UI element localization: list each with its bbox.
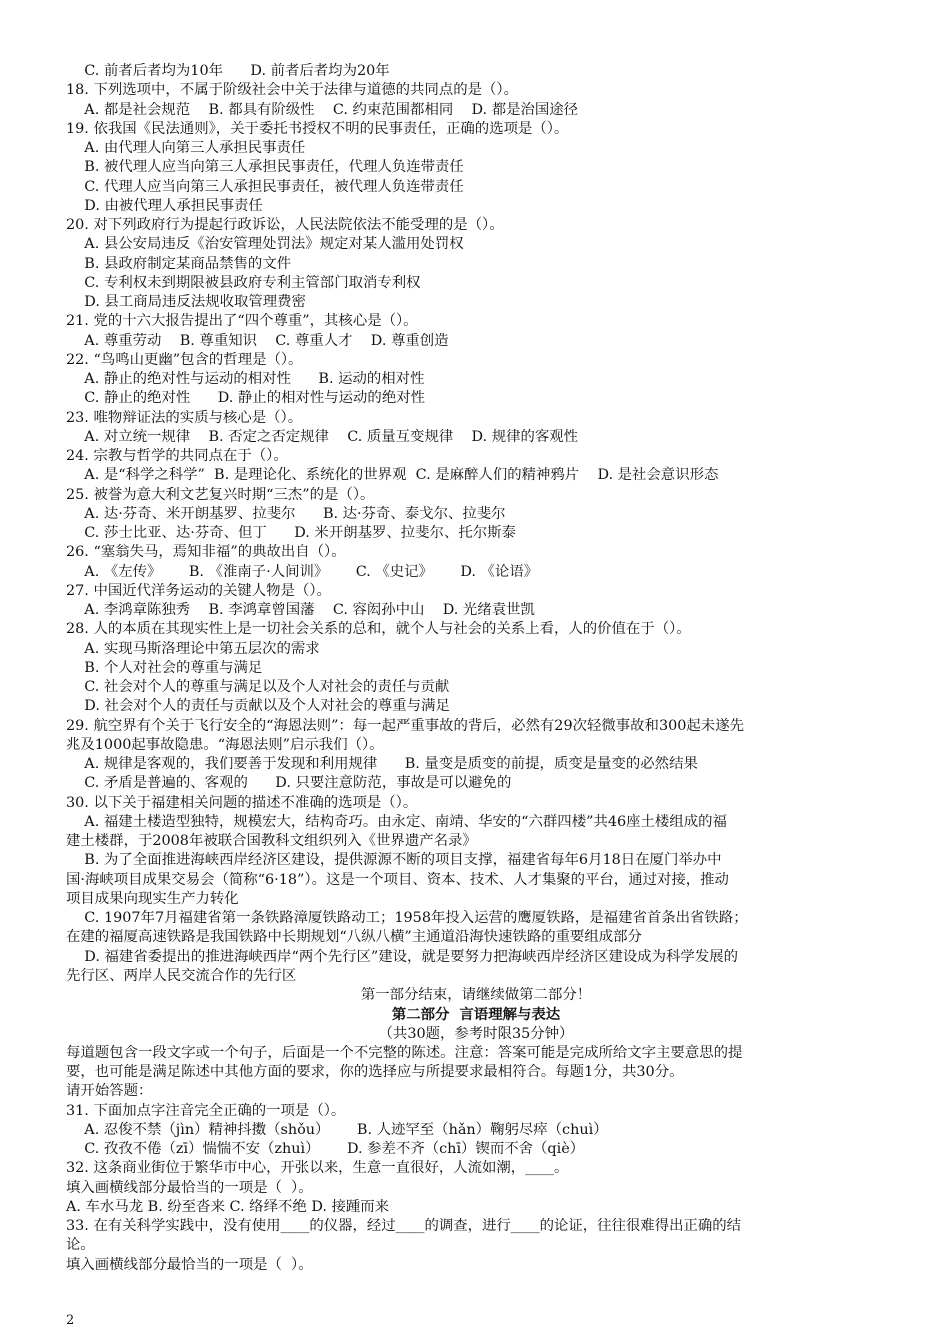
text-line: C. 代理人应当向第三人承担民事责任，被代理人负连带责任 — [66, 178, 464, 195]
text-line: A. 李鸿章陈独秀 B. 李鸿章曾国藩 C. 容闳孙中山 D. 光绪袁世凯 — [66, 602, 535, 618]
text-line: A. 由代理人向第三人承担民事责任 — [66, 140, 306, 156]
text-line: 24. 宗教与哲学的共同点在于（）。 — [66, 448, 288, 464]
text-line: 每道题包含一段文字或一个句子，后面是一个不完整的陈述。注意：答案可能是完成所给文字主要意思的提 — [66, 1044, 743, 1061]
text-line: 填入画横线部分最恰当的一项是（ ）。 — [66, 1256, 313, 1273]
text-line: 25. 被誉为意大利文艺复兴时期“三杰”的是（）。 — [66, 486, 375, 503]
text-line: A. 都是社会规范 B. 都具有阶级性 C. 约束范围都相同 D. 都是治国途径 — [66, 101, 579, 118]
text-line: （共30题，参考时限35分钟） — [378, 1025, 574, 1042]
text-line: 国·海峡项目成果交易会（简称“6·18”）。这是一个项目、资本、技术、人才集聚的平台，通过对接，推动 — [66, 871, 729, 888]
text-line: A. 对立统一规律 B. 否定之否定规律 C. 质量互变规律 D. 规律的客观性 — [66, 428, 579, 445]
text-line: A. 实现马斯洛理论中第五层次的需求 — [66, 640, 320, 657]
text-line: 在建的福厦高速铁路是我国铁路中长期规划“八纵八横”主通道沿海快速铁路的重要组成部分 — [66, 929, 642, 946]
text-line: 第一部分结束，请继续做第二部分！ — [360, 987, 592, 1003]
text-line: B. 被代理人应当向第三人承担民事责任，代理人负连带责任 — [66, 159, 464, 176]
text-line: 19. 依我国《民法通则》，关于委托书授权不明的民事责任，正确的选项是（）。 — [66, 120, 569, 137]
text-line: D. 由被代理人承担民事责任 — [66, 197, 263, 214]
text-line: 18. 下列选项中，不属于阶级社会中关于法律与道德的共同点的是（）。 — [66, 82, 518, 99]
text-line: 第二部分 言语理解与表达 — [391, 1006, 561, 1024]
text-line: A. 忍俊不禁（jìn）精神抖擞（shǒu） B. 人迹罕至（hǎn）鞠躬尽瘁（chuì） — [66, 1121, 608, 1138]
text-line: 29. 航空界有个关于飞行安全的“海恩法则”：每一起严重事故的背后，必然有29次轻微事故和300起未遂先 — [66, 717, 744, 734]
text-line: A. 福建土楼造型独特，规模宏大，结构奇巧。由永定、南靖、华安的“六群四楼”共46座土楼组成的福 — [66, 813, 727, 830]
text-line: 论。 — [66, 1237, 95, 1254]
text-line: A. 静止的绝对性与运动的相对性 B. 运动的相对性 — [66, 371, 425, 387]
text-line: C. 莎士比亚、达·芬奇、但丁 D. 米开朗基罗、拉斐尔、托尔斯泰 — [66, 525, 516, 541]
text-line: 23. 唯物辩证法的实质与核心是（）。 — [66, 409, 303, 426]
text-line: B. 县政府制定某商品禁售的文件 — [66, 255, 292, 272]
text-line: 建土楼群，于2008年被联合国教科文组织列入《世界遗产名录》 — [66, 833, 477, 849]
text-line: D. 县工商局违反法规收取管理费密 — [66, 294, 306, 310]
text-line: B. 个人对社会的尊重与满足 — [66, 659, 263, 676]
text-line: D. 社会对个人的责任与贡献以及个人对社会的尊重与满足 — [66, 698, 450, 715]
text-line: 28. 人的本质在其现实性上是一切社会关系的总和，就个人与社会的关系上看，人的价值在于（）。 — [66, 621, 691, 638]
page-number: 2 — [66, 1313, 75, 1328]
text-line: C. 专利权未到期限被县政府专利主管部门取消专利权 — [66, 274, 421, 291]
text-line: C. 孜孜不倦（zī）惴惴不安（zhuì） D. 参差不齐（chī）锲而不舍（qiè） — [66, 1141, 585, 1157]
text-line: C. 1907年7月福建省第一条铁路漳厦铁路动工；1958年投入运营的鹰厦铁路，是福建省首条出省铁路； — [66, 910, 748, 926]
text-line: 33. 在有关科学实践中，没有使用____的仪器，经过____的调查，进行____的论证，往往很难得出正确的结 — [66, 1218, 742, 1234]
text-line: C. 静止的绝对性 D. 静止的相对性与运动的绝对性 — [66, 390, 425, 407]
text-line: 填入画横线部分最恰当的一项是（ ）。 — [66, 1179, 313, 1196]
text-line: A. 《左传》 B. 《淮南子·人间训》 C. 《史记》 D. 《论语》 — [66, 563, 539, 580]
text-line: 21. 党的十六大报告提出了“四个尊重”，其核心是（）。 — [66, 313, 418, 330]
text-line: A. 县公安局违反《治安管理处罚法》规定对某人滥用处罚权 — [66, 236, 464, 253]
text-line: C. 社会对个人的尊重与满足以及个人对社会的责任与贡献 — [66, 679, 450, 695]
text-line: 31. 下面加点字注音完全正确的一项是（）。 — [66, 1102, 346, 1119]
text-line: B. 为了全面推进海峡西岸经济区建设，提供源源不断的项目支撑，福建省每年6月18日在厦门举办中 — [66, 852, 722, 869]
text-line: 项目成果向现实生产力转化 — [66, 890, 239, 907]
text-line: 要，也可能是满足陈述中其他方面的要求，你的选择应与所提要求最相符合。每题1分，共30分。 — [66, 1064, 684, 1080]
text-line: 20. 对下列政府行为提起行政诉讼，人民法院依法不能受理的是（）。 — [66, 217, 504, 233]
text-line: A. 规律是客观的，我们要善于发现和利用规律 B. 量变是质变的前提，质变是量变的必然结果 — [66, 756, 698, 772]
text-line: A. 尊重劳动 B. 尊重知识 C. 尊重人才 D. 尊重创造 — [66, 332, 449, 349]
text-line: 兆及1000起事故隐患。“海恩法则”启示我们（）。 — [66, 736, 384, 753]
text-line: 26. “塞翁失马，焉知非福”的典故出自（）。 — [66, 544, 346, 561]
text-line: D. 福建省委提出的推进海峡西岸“两个先行区”建设，就是要努力把海峡西岸经济区建设成为科学发展的 — [66, 948, 738, 965]
text-line: A. 达·芬奇、米开朗基罗、拉斐尔 B. 达·芬奇、泰戈尔、拉斐尔 — [66, 505, 506, 522]
text-line: C. 矛盾是普遍的、客观的 D. 只要注意防范，事故是可以避免的 — [66, 775, 512, 792]
text-line: C. 前者后者均为10年 D. 前者后者均为20年 — [66, 63, 390, 79]
text-line: 请开始答题： — [66, 1083, 153, 1100]
text-line: A. 车水马龙 B. 纷至沓来 C. 络绎不绝 D. 接踵而来 — [66, 1198, 390, 1215]
text-line: 27. 中国近代洋务运动的关键人物是（）。 — [66, 582, 331, 599]
text-line: 32. 这条商业街位于繁华市中心，开张以来，生意一直很好，人流如潮，____。 — [66, 1160, 569, 1177]
text-line: A. 是“科学之科学” B. 是理论化、系统化的世界观 C. 是麻醉人们的精神鸦片 D. 是社会意识形态 — [66, 467, 719, 484]
exam-text-body — [66, 62, 886, 1275]
text-line: 30. 以下关于福建相关问题的描述不准确的选项是（）。 — [66, 794, 418, 811]
text-line: 先行区、两岸人民交流合作的先行区 — [66, 967, 297, 984]
text-line: 22. “鸟鸣山更幽”包含的哲理是（）。 — [66, 351, 303, 368]
